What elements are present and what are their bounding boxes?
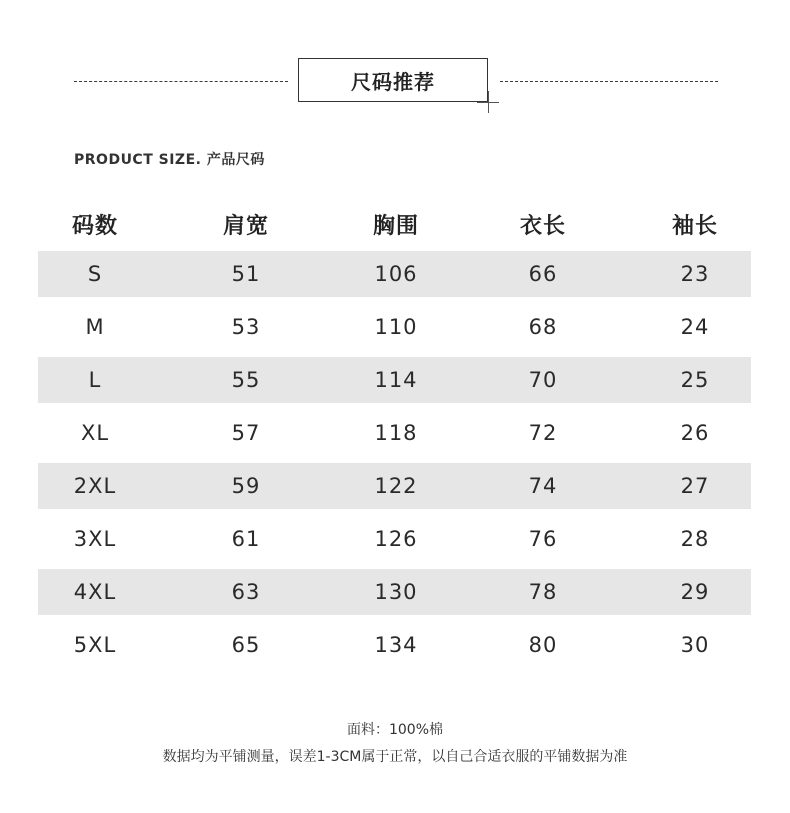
- table-header-row: [38, 197, 751, 251]
- cell-size: 5XL: [73, 633, 117, 657]
- cell-sleeve: 25: [680, 368, 710, 392]
- cell-shoulder: 53: [231, 315, 261, 339]
- cell-chest: 126: [374, 527, 418, 551]
- plus-decoration-icon: [477, 91, 499, 113]
- cell-sleeve: 28: [680, 527, 710, 551]
- cell-sleeve: 30: [680, 633, 710, 657]
- header-length: 衣长: [519, 213, 566, 239]
- table-row: [38, 410, 751, 456]
- cell-sleeve: 24: [680, 315, 710, 339]
- cell-sleeve: 29: [680, 580, 710, 604]
- table-row: [38, 251, 751, 297]
- title-divider-left: [74, 81, 288, 82]
- cell-shoulder: 59: [231, 474, 261, 498]
- cell-length: 72: [528, 421, 558, 445]
- measurement-note: 数据均为平铺测量，误差1-3CM属于正常，以自己合适衣服的平铺数据为准: [162, 749, 628, 765]
- cell-size: S: [87, 262, 103, 286]
- header-size: 码数: [71, 213, 118, 239]
- cell-shoulder: 51: [231, 262, 261, 286]
- cell-chest: 114: [374, 368, 418, 392]
- cell-length: 74: [528, 474, 558, 498]
- cell-chest: 106: [374, 262, 418, 286]
- cell-size: 3XL: [73, 527, 117, 551]
- cell-length: 76: [528, 527, 558, 551]
- page-title: 尺码推荐: [298, 58, 488, 102]
- cell-chest: 130: [374, 580, 418, 604]
- cell-size: 2XL: [73, 474, 117, 498]
- material-note: 面料：100%棉: [346, 722, 444, 738]
- cell-sleeve: 26: [680, 421, 710, 445]
- header-sleeve: 袖长: [671, 213, 718, 239]
- cell-chest: 134: [374, 633, 418, 657]
- cell-size: XL: [80, 421, 110, 445]
- cell-length: 66: [528, 262, 558, 286]
- subtitle: PRODUCT SIZE. 产品尺码: [74, 152, 265, 168]
- cell-length: 78: [528, 580, 558, 604]
- cell-shoulder: 61: [231, 527, 261, 551]
- table-row: [38, 463, 751, 509]
- cell-chest: 122: [374, 474, 418, 498]
- cell-shoulder: 63: [231, 580, 261, 604]
- table-row: [38, 622, 751, 668]
- title-divider-right: [500, 81, 718, 82]
- cell-sleeve: 27: [680, 474, 710, 498]
- cell-sleeve: 23: [680, 262, 710, 286]
- cell-chest: 118: [374, 421, 418, 445]
- cell-length: 80: [528, 633, 558, 657]
- cell-size: L: [88, 368, 102, 392]
- cell-shoulder: 57: [231, 421, 261, 445]
- table-row: [38, 569, 751, 615]
- size-table: [38, 197, 751, 675]
- cell-size: M: [85, 315, 105, 339]
- cell-size: 4XL: [73, 580, 117, 604]
- cell-shoulder: 65: [231, 633, 261, 657]
- table-row: [38, 304, 751, 350]
- cell-length: 68: [528, 315, 558, 339]
- header-chest: 胸围: [372, 213, 419, 239]
- cell-shoulder: 55: [231, 368, 261, 392]
- table-row: [38, 516, 751, 562]
- header-shoulder: 肩宽: [222, 213, 269, 239]
- cell-length: 70: [528, 368, 558, 392]
- cell-chest: 110: [374, 315, 418, 339]
- table-row: [38, 357, 751, 403]
